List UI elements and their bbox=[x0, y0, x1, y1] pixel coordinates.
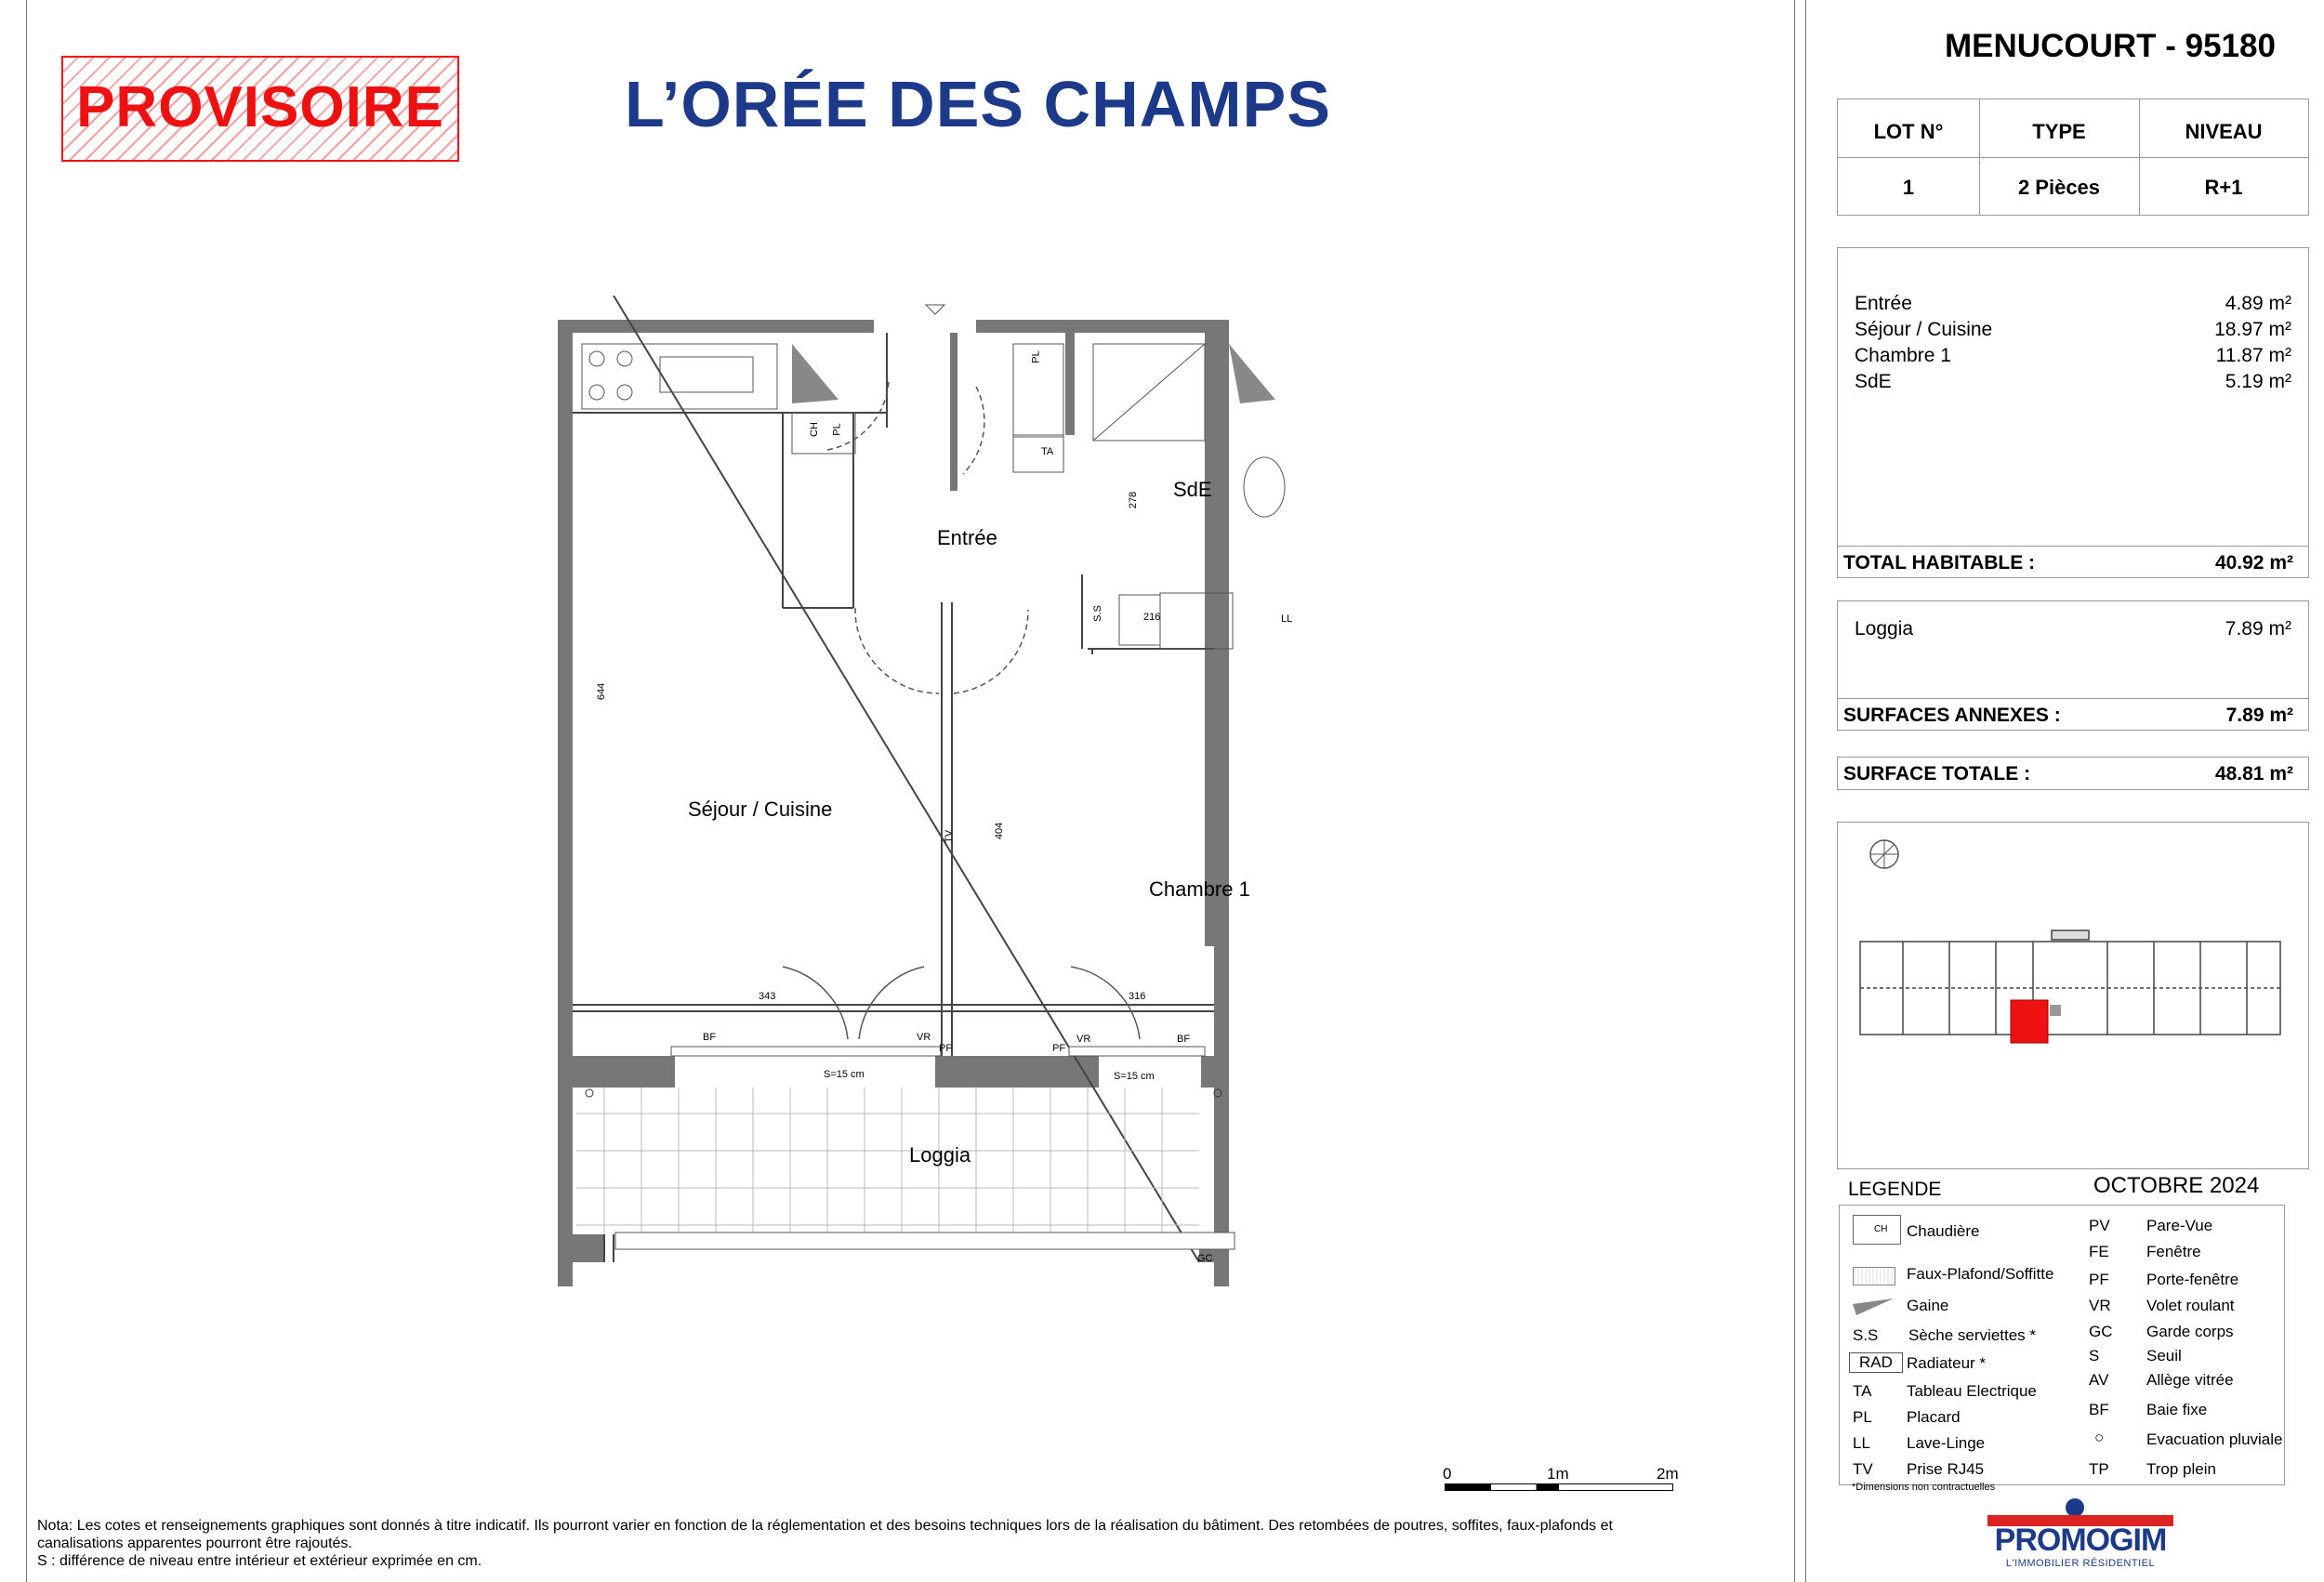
type-value: 2 Pièces bbox=[2017, 176, 2101, 199]
legend-code: TP bbox=[2089, 1460, 2109, 1478]
floor-plan bbox=[548, 296, 1664, 1299]
dim-404: 404 bbox=[994, 822, 1006, 840]
room-chambre: Chambre 1 bbox=[1149, 877, 1250, 901]
surface-row: Séjour / Cuisine 18.97 m² bbox=[1855, 319, 2291, 340]
evacuation-icon bbox=[586, 1089, 593, 1097]
scale-tick-label: 1m bbox=[1547, 1465, 1569, 1483]
legend-code: S bbox=[2089, 1347, 2100, 1364]
plan-date: OCTOBRE 2024 bbox=[2093, 1173, 2260, 1198]
scale-tick-label: 0 bbox=[1443, 1465, 1452, 1483]
window-chambre bbox=[1069, 1047, 1205, 1056]
ss-label: S.S bbox=[1091, 605, 1103, 622]
lot-table bbox=[1837, 99, 2309, 216]
key-plan-box bbox=[1837, 822, 2309, 1169]
scale-bar bbox=[1445, 1465, 1686, 1502]
gaine-icon bbox=[1853, 1297, 1894, 1317]
legend-title: LEGENDE bbox=[1848, 1179, 1942, 1200]
legend-footnote: *Dimensions non contractuelles bbox=[1852, 1482, 1996, 1493]
niveau-value: R+1 bbox=[2204, 176, 2243, 199]
room-sde: SdE bbox=[1173, 478, 1212, 501]
legend-item: Pare-Vue bbox=[2146, 1217, 2213, 1234]
surface-totale-row: SURFACE TOTALE : 48.81 m² bbox=[1843, 763, 2293, 784]
legend-code: PF bbox=[2089, 1271, 2109, 1288]
annexes-box bbox=[1837, 600, 2309, 731]
legend-box bbox=[1839, 1205, 2285, 1485]
evacuation-icon: ○ bbox=[2094, 1429, 2105, 1446]
legend-code: AV bbox=[2089, 1371, 2109, 1389]
frame-mid-line-2 bbox=[1805, 0, 1806, 1582]
provisional-stamp bbox=[61, 56, 459, 162]
pf-label: PF bbox=[939, 1043, 953, 1054]
ta-label: TA bbox=[1041, 446, 1054, 457]
legend-item: Prise RJ45 bbox=[1907, 1460, 1985, 1478]
legend-item: Tableau Electrique bbox=[1907, 1382, 2037, 1400]
window-sejour bbox=[671, 1047, 941, 1056]
legend-item: Porte-fenêtre bbox=[2146, 1271, 2239, 1288]
room-entree: Entrée bbox=[937, 526, 997, 549]
entry-arrow-icon bbox=[926, 305, 944, 314]
legend-item: Evacuation pluviale bbox=[2146, 1430, 2283, 1448]
project-title: L’ORÉE DES CHAMPS bbox=[625, 68, 1331, 140]
bf-label: BF bbox=[703, 1032, 717, 1043]
tv-label: TV bbox=[944, 829, 956, 844]
brand-name: PROMOGIM bbox=[1994, 1523, 2167, 1558]
bf-label: BF bbox=[1177, 1034, 1191, 1045]
pf-label: PF bbox=[1052, 1043, 1066, 1054]
kitchen bbox=[582, 344, 777, 409]
legend-code: LL bbox=[1853, 1434, 1870, 1452]
garde-corps bbox=[615, 1233, 1235, 1249]
seuil-label: S=15 cm bbox=[824, 1069, 865, 1080]
note-line: Nota: Les cotes et renseignements graphiques sont donnés à titre indicatif. Ils pourront varier en fonction de la réglementation et des besoins techniques lors de la réalisation du bâtiment. Des retombées de poutres, soffites, faux-plafonds et bbox=[37, 1518, 1613, 1534]
legend-code: BF bbox=[2089, 1401, 2109, 1418]
vr-label: VR bbox=[917, 1032, 931, 1043]
room-sejour: Séjour / Cuisine bbox=[688, 798, 833, 821]
selected-lot-highlight bbox=[2011, 1000, 2048, 1043]
lot-value: 1 bbox=[1902, 176, 1915, 199]
vr-label: VR bbox=[1076, 1034, 1091, 1045]
legend-code: GC bbox=[2089, 1323, 2113, 1340]
legend-item: Gaine bbox=[1907, 1297, 1949, 1314]
stamp-text: PROVISOIRE bbox=[76, 75, 444, 139]
dim-343: 343 bbox=[759, 991, 776, 1002]
legend-item: Garde corps bbox=[2146, 1323, 2234, 1340]
door-swings bbox=[783, 379, 1140, 1039]
legend-item: Volet roulant bbox=[2146, 1297, 2235, 1314]
legend-item: Lave-Linge bbox=[1907, 1434, 1986, 1452]
scale-tick-label: 2m bbox=[1657, 1465, 1679, 1483]
pl-label: PL bbox=[1030, 350, 1042, 363]
surfaces-box bbox=[1837, 247, 2309, 578]
ll-label: LL bbox=[1281, 613, 1293, 625]
building-outline bbox=[1860, 930, 2280, 1035]
gaine-icon bbox=[792, 344, 838, 403]
surface-row: SdE 5.19 m² bbox=[1855, 371, 2291, 392]
legend-code: VR bbox=[2089, 1297, 2111, 1314]
legend-code: TV bbox=[1853, 1460, 1873, 1478]
seuil-label: S=15 cm bbox=[1114, 1071, 1155, 1082]
faux-plafond-icon bbox=[1853, 1267, 1895, 1285]
note-line: canalisations apparentes pourront être rajoutés. bbox=[37, 1536, 352, 1551]
legend-item: Placard bbox=[1907, 1408, 1961, 1426]
legend-item: Sèche serviettes * bbox=[1908, 1326, 2037, 1344]
gc-label: GC bbox=[1197, 1253, 1213, 1264]
surface-row: Chambre 1 11.87 m² bbox=[1855, 345, 2291, 366]
ch-label: CH bbox=[808, 422, 820, 437]
legend-item: Baie fixe bbox=[2146, 1401, 2208, 1418]
legend-item: Allège vitrée bbox=[2146, 1371, 2234, 1389]
key-plan bbox=[1838, 823, 2308, 1168]
gaine-icon bbox=[1229, 344, 1275, 403]
legend-code: RAD bbox=[1849, 1352, 1903, 1373]
legend-code: TA bbox=[1853, 1382, 1872, 1400]
frame-left-line bbox=[26, 0, 27, 1582]
walls bbox=[558, 320, 1229, 1286]
legend-item: Chaudière bbox=[1907, 1222, 1980, 1240]
dim-316: 316 bbox=[1129, 991, 1146, 1002]
pl-label: PL bbox=[831, 423, 843, 436]
dim-278: 278 bbox=[1128, 491, 1140, 509]
legend-item: Fenêtre bbox=[2146, 1243, 2201, 1260]
room-loggia: Loggia bbox=[909, 1143, 971, 1167]
dim-644: 644 bbox=[596, 682, 608, 701]
legend-item: Faux-Plafond/Soffitte bbox=[1907, 1265, 2054, 1283]
surface-totale-box bbox=[1837, 757, 2309, 790]
legend-item: Radiateur * bbox=[1907, 1354, 1987, 1372]
legend-code: FE bbox=[2089, 1243, 2109, 1260]
niveau-header: NIVEAU bbox=[2185, 120, 2263, 143]
legend-item: Seuil bbox=[2146, 1347, 2182, 1364]
total-habitable-row: TOTAL HABITABLE : 40.92 m² bbox=[1838, 546, 2308, 578]
chaudiere-icon: CH bbox=[1853, 1215, 1901, 1245]
type-header: TYPE bbox=[2032, 120, 2086, 143]
legend-code: PL bbox=[1853, 1408, 1872, 1426]
logo-dot-icon bbox=[2066, 1498, 2084, 1517]
annex-row: Loggia 7.89 m² bbox=[1855, 618, 2291, 639]
disclaimer-note bbox=[37, 1517, 1729, 1570]
surfaces-annexes-row: SURFACES ANNEXES : 7.89 m² bbox=[1838, 698, 2308, 731]
dim-216: 216 bbox=[1143, 612, 1161, 623]
legend-code: PV bbox=[2089, 1217, 2110, 1234]
north-compass-icon bbox=[1870, 840, 1898, 868]
brand-tagline: L'IMMOBILIER RÉSIDENTIEL bbox=[2005, 1558, 2156, 1569]
frame-mid-line bbox=[1794, 0, 1795, 1582]
legend-code: S.S bbox=[1853, 1326, 1879, 1344]
location-title: MENUCOURT - 95180 bbox=[1945, 28, 2276, 64]
surface-row: Entrée 4.89 m² bbox=[1855, 293, 2291, 314]
lot-header: LOT N° bbox=[1873, 120, 1944, 143]
note-line: S : différence de niveau entre intérieur et extérieur exprimée en cm. bbox=[37, 1553, 482, 1569]
legend-item: Trop plein bbox=[2146, 1460, 2216, 1478]
